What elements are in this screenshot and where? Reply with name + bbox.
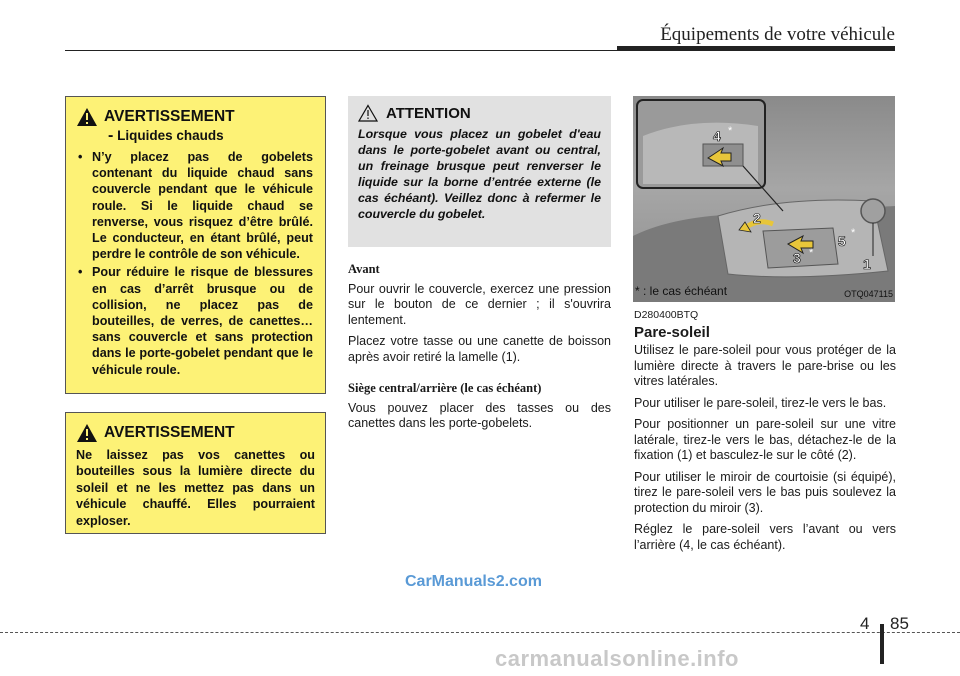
warning-item: • N’y placez pas de gobelets contenant du liquide chaud sans couvercle pendant que le véhicule roule. Si le liquide chaud se renverse, vous risquez d’être brûlé. Le conducteur, en étant brûlé, peut perdre le contrôle de son véhicule. (76, 149, 313, 262)
footer-rule (0, 632, 960, 633)
cup-holder-section (348, 262, 611, 438)
rear-paragraph-1: Vous pouvez placer des tasses ou des canettes dans les porte-gobelets. (348, 400, 611, 430)
warning-text: Ne laissez pas vos canettes ou bouteilles sous la lumière directe du soleil et ne les mettez pas dans un véhicule chauffé. Elles pourraient exploser. (76, 448, 315, 528)
sun-visor-paragraph: Utilisez le pare-soleil pour vous protéger de la lumière directe à travers le pare-brise ou les vitres latérales. (634, 343, 896, 388)
callout-4: 4 (713, 128, 721, 144)
attention-header (358, 104, 601, 122)
warning-list (76, 149, 313, 378)
attention-text: Lorsque vous placez un gobelet d'eau dans le porte-gobelet avant ou central, un freinage brusque peut renverser le liquide sur la borne d’entrée externe (le cas échéant). Veillez donc à refermer le couvercle du gobelet. (358, 127, 601, 222)
callout-1: 1 (863, 256, 871, 272)
page-header-title: Équipements de votre véhicule (660, 24, 895, 45)
warning-title: AVERTISSEMENT (104, 108, 235, 125)
svg-text:*: * (809, 247, 814, 259)
svg-text:*: * (851, 227, 856, 239)
warning-header (76, 107, 313, 127)
attention-title: ATTENTION (386, 104, 471, 122)
section-number: 4 (860, 614, 870, 633)
warning-item: • Pour réduire le risque de blessures en cas d’arrêt brusque ou de collision, ne placez pas de bouteilles, de verres, de canettes…sans couvercle et sans protection dans le porte-gobelet pendant que le véhicule roule. (76, 264, 313, 377)
front-paragraph-1: Pour ouvrir le couvercle, exercez une pression sur le bouton de ce dernier ; il s'ouvrira lentement. (348, 281, 611, 327)
sun-visor-section (634, 308, 896, 559)
figure-code: OTQ047115 (844, 289, 893, 299)
sun-visor-paragraph: Réglez le pare-soleil vers l’avant ou vers l’arrière (4, le cas échéant). (634, 522, 896, 552)
attention-box (348, 96, 611, 247)
attention-triangle-icon (358, 104, 378, 122)
figure-caption: * : le cas échéant (635, 284, 728, 298)
header-rule (65, 50, 895, 51)
sun-visor-paragraph: Pour utiliser le pare-soleil, tirez-le vers le bas. (634, 395, 887, 410)
carmanuals-link[interactable]: CarManuals2.com (405, 573, 542, 590)
callout-5: 5 (838, 233, 846, 249)
callout-2: 2 (753, 210, 761, 226)
sun-visor-illustration (633, 96, 895, 302)
footer-separator (880, 624, 884, 664)
warning-title: AVERTISSEMENT (104, 424, 235, 441)
callout-3: 3 (793, 250, 801, 266)
warning-triangle-icon (76, 107, 98, 127)
warning-header (76, 423, 315, 443)
footer-watermark: carmanualsonline.info (495, 646, 739, 671)
warning-subtitle: - Liquides chauds (108, 127, 224, 144)
warning-box-cans (65, 412, 326, 534)
section-heading-front: Avant (348, 262, 380, 276)
header-rule-accent (617, 46, 895, 50)
page-number: 85 (890, 614, 909, 633)
section-heading-rear: Siège central/arrière (le cas échéant) (348, 381, 542, 395)
svg-text:*: * (728, 125, 733, 137)
sun-visor-figure (633, 96, 895, 302)
section-code: D280400BTQ (634, 309, 699, 321)
sun-visor-paragraph: Pour utiliser le miroir de courtoisie (si équipé), tirez le pare-soleil vers le bas puis soulevez la protection du miroir (3). (634, 469, 896, 515)
sun-visor-paragraph: Pour positionner un pare-soleil sur une vitre latérale, tirez-le vers le bas, détachez-le de la fixation (1) et basculez-le sur le côté (2). (634, 417, 896, 462)
front-paragraph-2: Placez votre tasse ou une canette de boisson après avoir retiré la lamelle (1). (348, 334, 611, 364)
warning-box-hot-liquids (65, 96, 326, 394)
warning-triangle-icon (76, 423, 98, 443)
section-title: Pare-soleil (634, 323, 710, 341)
